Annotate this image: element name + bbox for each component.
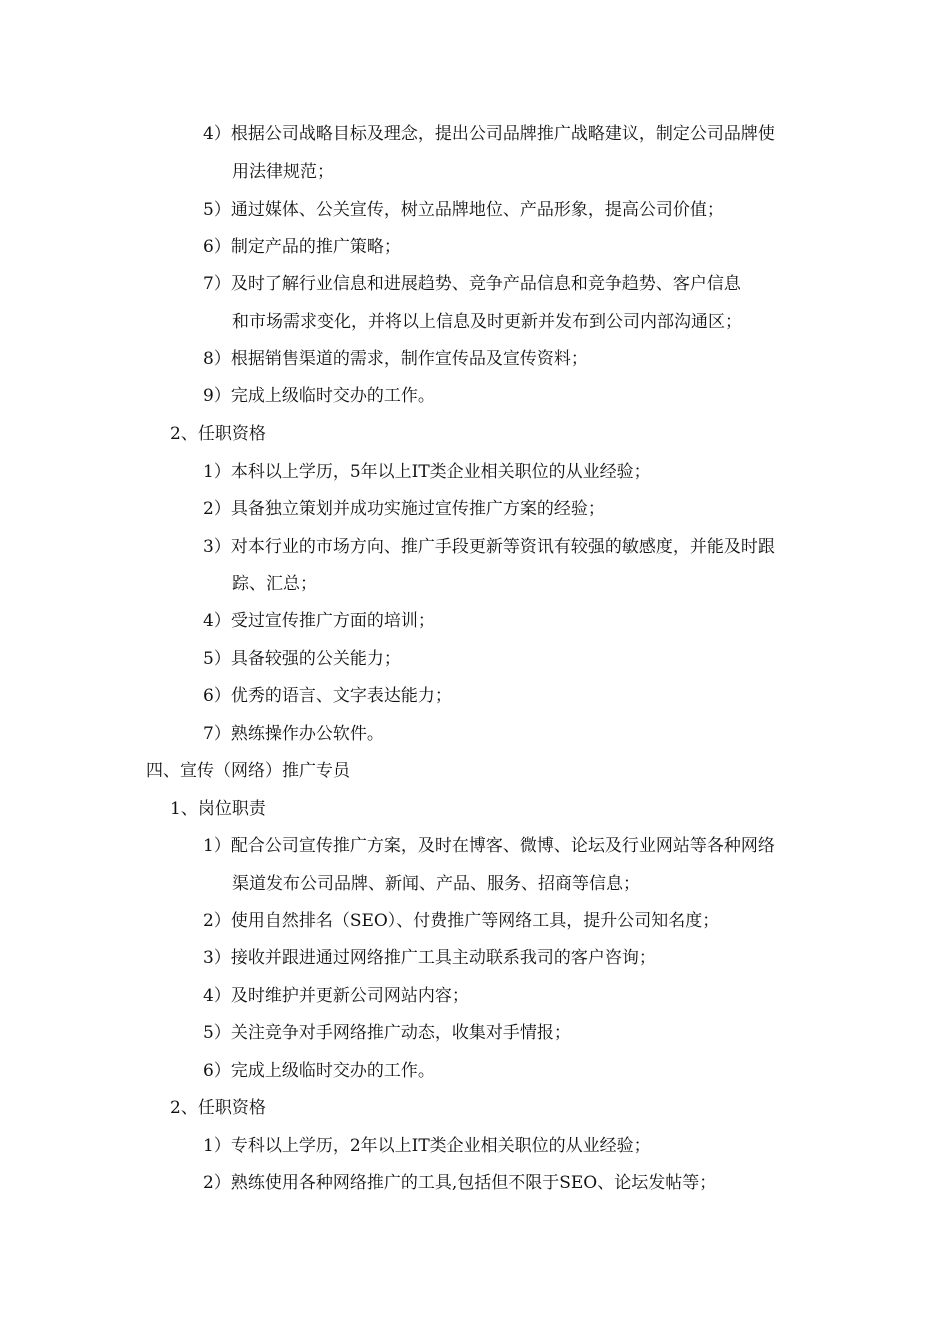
duty-item-5: 5）通过媒体、公关宣传，树立品牌地位、产品形象，提高公司价值； <box>203 200 724 220</box>
qualification-item-5: 5）具备较强的公关能力； <box>203 649 401 669</box>
duty-item-1-continuation: 渠道发布公司品牌、新闻、产品、服务、招商等信息； <box>232 874 640 894</box>
qualification-item-3-continuation: 踪、汇总； <box>232 574 317 594</box>
duty-item-4b: 4）及时维护并更新公司网站内容； <box>203 986 469 1006</box>
duty-item-8: 8）根据销售渠道的需求，制作宣传品及宣传资料； <box>203 349 588 369</box>
qualification-item-6: 6）优秀的语言、文字表达能力； <box>203 686 452 706</box>
qualification-item-2: 2）具备独立策划并成功实施过宣传推广方案的经验； <box>203 499 605 519</box>
qualification-item-7: 7）熟练操作办公软件。 <box>203 724 384 744</box>
duty-item-7: 7）及时了解行业信息和进展趋势、竞争产品信息和竞争趋势、客户信息 <box>203 274 741 294</box>
qualification-item-2b: 2）熟练使用各种网络推广的工具,包括但不限于SEO、论坛发帖等； <box>203 1173 717 1193</box>
duty-item-6: 6）制定产品的推广策略； <box>203 237 401 257</box>
duty-item-6b: 6）完成上级临时交办的工作。 <box>203 1061 435 1081</box>
duty-item-1: 1）配合公司宣传推广方案，及时在博客、微博、论坛及行业网站等各种网络 <box>203 836 775 856</box>
duty-item-7-continuation: 和市场需求变化，并将以上信息及时更新并发布到公司内部沟通区； <box>232 312 742 332</box>
duty-item-2: 2）使用自然排名（SEO）、付费推广等网络工具，提升公司知名度； <box>203 911 720 931</box>
duty-item-4: 4）根据公司战略目标及理念，提出公司品牌推广战略建议，制定公司品牌使 <box>203 124 775 144</box>
section-heading-duties: 1、岗位职责 <box>170 799 266 819</box>
duty-item-4-continuation: 用法律规范； <box>232 162 334 182</box>
qualification-item-3: 3）对本行业的市场方向、推广手段更新等资讯有较强的敏感度，并能及时跟 <box>203 537 775 557</box>
qualification-item-1: 1）本科以上学历，5年以上IT类企业相关职位的从业经验； <box>203 462 651 482</box>
qualification-item-1b: 1）专科以上学历，2年以上IT类企业相关职位的从业经验； <box>203 1136 651 1156</box>
section-heading-qualifications: 2、任职资格 <box>170 424 266 444</box>
position-heading: 四、宣传（网络）推广专员 <box>146 761 350 781</box>
duty-item-3: 3）接收并跟进通过网络推广工具主动联系我司的客户咨询； <box>203 948 656 968</box>
duty-item-5b: 5）关注竞争对手网络推广动态，收集对手情报； <box>203 1023 571 1043</box>
duty-item-9: 9）完成上级临时交办的工作。 <box>203 386 435 406</box>
section-heading-qualifications-2: 2、任职资格 <box>170 1098 266 1118</box>
qualification-item-4: 4）受过宣传推广方面的培训； <box>203 611 435 631</box>
